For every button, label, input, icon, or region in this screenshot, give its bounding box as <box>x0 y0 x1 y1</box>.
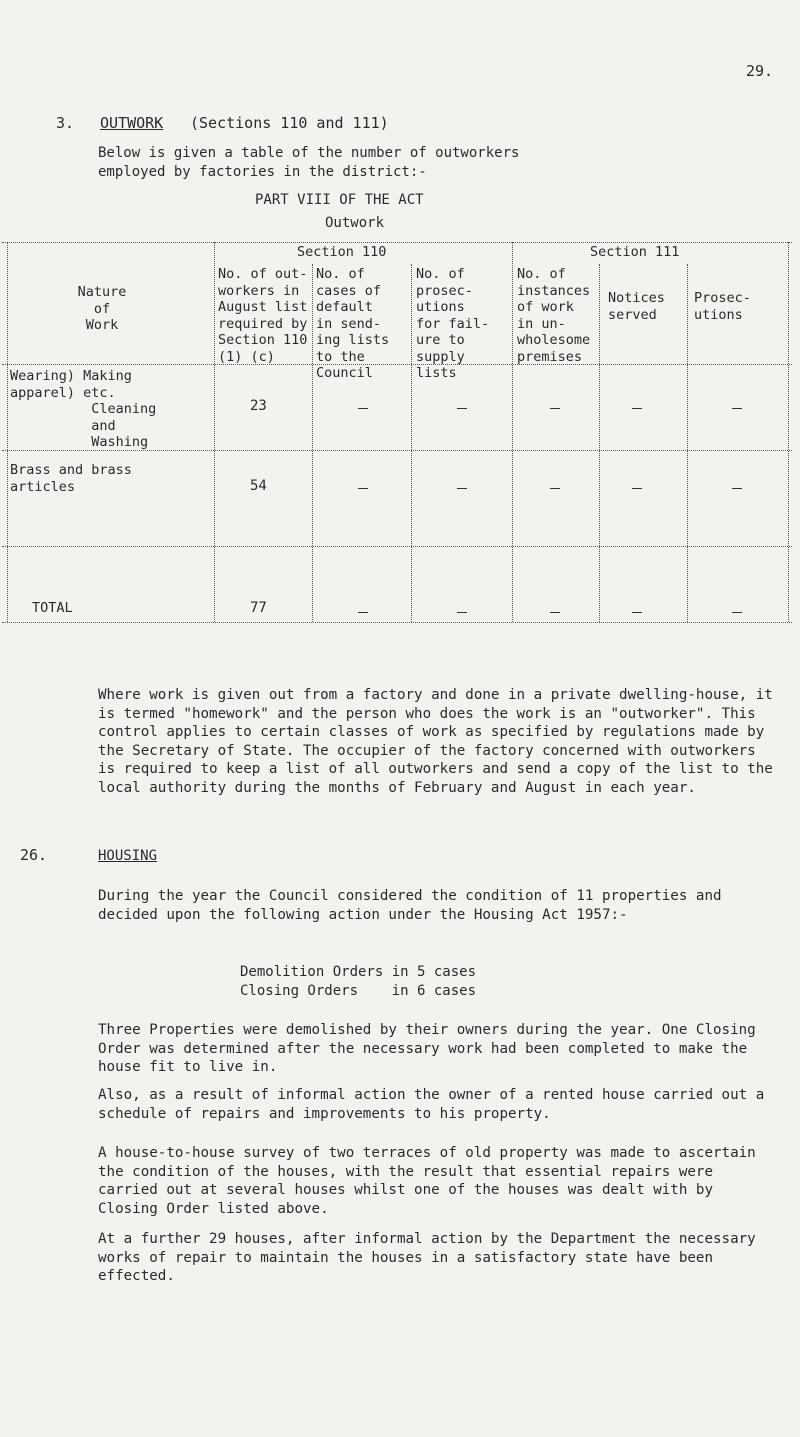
cell-dash <box>550 488 560 489</box>
cell-dash <box>632 612 642 613</box>
cell-dash <box>457 488 467 489</box>
housing-paragraph-3-text: A house-to-house survey of two terraces of old property was made to ascertain the condition of the houses, with the result that essential repairs were carried out at several houses whilst one of the houses was dealt with by Closing Order listed above. <box>98 1145 756 1217</box>
cell-dash <box>457 408 467 409</box>
cell-dash <box>550 612 560 613</box>
housing-paragraph-4-text: At a further 29 houses, after informal action by the Department the necessary works of repair to maintain the houses in a satisfactory state have been effected. <box>98 1231 756 1284</box>
group-header-section-111: Section 111 <box>590 244 680 260</box>
page-number: 29. <box>746 62 774 80</box>
cell-outworkers-wearing-apparel: 23 <box>250 398 267 414</box>
section-26-number: 26. <box>20 846 48 864</box>
column-header-prosecutions-failure: No. of prosec- utions for fail- ure to supply lists <box>416 266 490 381</box>
section-3-title: OUTWORK <box>100 114 164 132</box>
column-header-nature-of-work: Nature of Work <box>77 284 127 333</box>
cell-dash <box>550 408 560 409</box>
group-header-section-110: Section 110 <box>297 244 387 260</box>
intro-line-1: Below is given a table of the number of outworkers <box>98 145 520 161</box>
housing-paragraph-3 <box>98 1144 778 1218</box>
housing-intro-text: During the year the Council considered the condition of 11 properties and decided upon the following action under the Housing Act 1957:- <box>98 888 722 923</box>
housing-paragraph-2 <box>98 1086 778 1123</box>
section-3-number: 3. <box>56 114 75 132</box>
cell-dash <box>358 408 368 409</box>
cell-dash <box>732 488 742 489</box>
demolition-orders: Demolition Orders in 5 cases <box>240 964 477 980</box>
column-header-unwholesome-premises: No. of instances of work in un- wholesome premises <box>517 266 591 365</box>
part-heading: PART VIII OF THE ACT <box>255 192 424 208</box>
outwork-paragraph-text: Where work is given out from a factory and done in a private dwelling-house, it is termed "homework" and the person who does the work is an "outworker". This control applies to certain classes of work as specified by regulations made by the Secretary of State. The occupier of the factory concerned with outworkers is required to keep a list of all outworkers and send a copy of the list to the local authority during the months of February and August in each year. <box>98 687 773 796</box>
housing-paragraph-1 <box>98 1021 778 1077</box>
housing-paragraph-4 <box>98 1230 778 1286</box>
section-26-title: HOUSING <box>98 848 158 864</box>
cell-dash <box>632 408 642 409</box>
closing-orders: Closing Orders in 6 cases <box>240 983 477 999</box>
cell-dash <box>732 408 742 409</box>
cell-dash <box>358 488 368 489</box>
intro-line-2: employed by factories in the district:- <box>98 164 427 180</box>
column-header-notices-served: Notices served <box>608 290 665 323</box>
row-nature-brass-articles: Brass and brass articles <box>10 462 132 495</box>
column-header-cases-of-default: No. of cases of default in send- ing lists to the Council <box>316 266 390 381</box>
row-nature-wearing-apparel: Wearing) Making apparel) etc. Cleaning and Washing <box>10 368 157 450</box>
housing-paragraph-1-text: Three Properties were demolished by their owners during the year. One Closing Order was determined after the necessary work had been completed to make the house fit to live in. <box>98 1022 756 1075</box>
row-total-label: TOTAL <box>32 600 73 616</box>
cell-outworkers-brass-articles: 54 <box>250 478 267 494</box>
column-header-outworkers: No. of out- workers in August list required by Section 110 (1) (c) <box>218 266 308 365</box>
cell-dash <box>358 612 368 613</box>
housing-intro <box>98 887 778 924</box>
column-header-prosecutions: Prosec- utions <box>694 290 751 323</box>
cell-dash <box>732 612 742 613</box>
outwork-table <box>2 172 792 636</box>
cell-total-outworkers: 77 <box>250 600 267 616</box>
table-caption: Outwork <box>325 215 385 231</box>
section-3-subtitle: (Sections 110 and 111) <box>190 114 389 132</box>
housing-paragraph-2-text: Also, as a result of informal action the owner of a rented house carried out a schedule of repairs and improvements to his property. <box>98 1087 765 1122</box>
cell-dash <box>457 612 467 613</box>
cell-dash <box>632 488 642 489</box>
outwork-paragraph <box>98 686 778 797</box>
